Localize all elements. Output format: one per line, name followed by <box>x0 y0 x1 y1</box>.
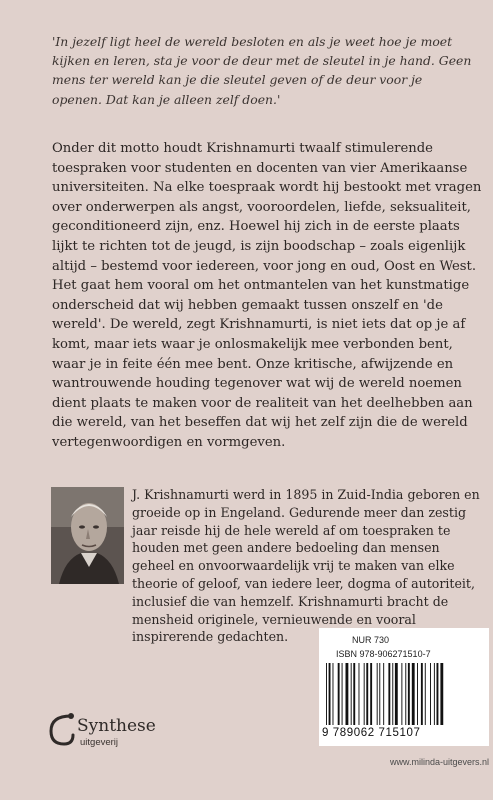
barcode-bar <box>417 663 418 725</box>
barcode-bar <box>333 663 334 725</box>
barcode-bar <box>405 663 406 725</box>
publisher-name: Synthese <box>77 716 156 736</box>
barcode-bar <box>408 663 410 725</box>
barcode-bar <box>383 663 384 725</box>
publisher-subtitle: uitgeverij <box>80 737 119 748</box>
barcode-bar <box>351 663 352 725</box>
author-photo <box>51 487 124 584</box>
barcode-bar <box>434 663 435 725</box>
barcode-bar <box>388 663 390 725</box>
motto-quote: 'In jezelf ligt heel de wereld besloten en als je weet hoe je moet kijken en leren, sta je voor de deur met de sleutel in je hand. Geen mens ter wereld kan je die sleutel geven of de deur voor je openen. Dat kan je alleen zelf doen.' <box>52 34 472 107</box>
barcode-bar <box>395 663 398 725</box>
barcode-bar <box>379 663 380 725</box>
barcode-bar <box>342 663 343 725</box>
barcode-bar <box>364 663 365 725</box>
publisher-swirl-icon <box>47 710 77 750</box>
blurb-text: Onder dit motto houdt Krishnamurti twaalf stimulerende toespraken voor studenten en docenten van vier Amerikaanse universiteiten. Na elke toespraak wordt hij bestookt met vragen over onderwerpen als angst, vooroordelen, liefde, seksualiteit, geconditioneerd zijn, enz. Hoewel hij zich in de eerste plaats lijkt te richten tot de jeugd, is zijn boodschap – zoals eigenlijk altijd – bestemd voor iedereen, voor jong en oud, Oost en West. Het gaat hem vooral om het ontmantelen van het kunstmatige onderscheid dat wij hebben gemaakt tussen onszelf en 'de wereld'. De wereld, zegt Krishnamurti, is niet iets dat op je af komt, maar iets waar je onlosmakelijk mee verbonden bent, waar je in feite één mee bent. Onze kritische, afwijzende en wantrouwende houding tegenover wat wij de wereld noemen dient plaats te maken voor de realiteit van het deelhebben aan die wereld, van het beseffen dat wij het zelf zijn die de wereld vertegenwoordigen en vormgeven. <box>52 141 482 450</box>
barcode-bar <box>392 663 393 725</box>
barcode-bar <box>353 663 355 725</box>
nur-code: NUR 730 <box>352 635 390 645</box>
barcode-bar <box>430 663 431 725</box>
barcode-bar <box>412 663 415 725</box>
barcode-bar <box>370 663 372 725</box>
barcode-bar <box>346 663 349 725</box>
author-portrait-image <box>51 487 124 584</box>
barcode-bar <box>359 663 360 725</box>
barcode-bar <box>421 663 423 725</box>
barcode-digits: 9 789062 715107 <box>322 727 421 739</box>
barcode-bar <box>440 663 443 725</box>
isbn-number: ISBN 978-906271510-7 <box>336 649 431 659</box>
barcode-bar <box>401 663 402 725</box>
barcode-bar <box>377 663 378 725</box>
publisher-logo <box>47 708 167 752</box>
publisher-url: www.milinda-uitgevers.nl <box>389 757 489 767</box>
barcode-bar <box>366 663 368 725</box>
barcode-bar <box>329 663 331 725</box>
barcode-bar <box>437 663 439 725</box>
barcode-bars <box>324 663 484 725</box>
author-bio: J. Krishnamurti werd in 1895 in Zuid-India geboren en groeide op in Engeland. Gedurende meer dan zestig jaar reisde hij de hele wereld af om toespraken te houden met geen andere bedoeling dan mensen geheel en onvoorwaardelijk vrij te maken van elke theorie of geloof, van iedere leer, dogma of autoriteit, inclusief die van hemzelf. Krishnamurti bracht de mensheid originele, vernieuwende en vooral inspirerende gedachten. <box>132 487 480 645</box>
barcode-bar <box>326 663 327 725</box>
barcode-bar <box>425 663 426 725</box>
barcode-bar <box>338 663 340 725</box>
